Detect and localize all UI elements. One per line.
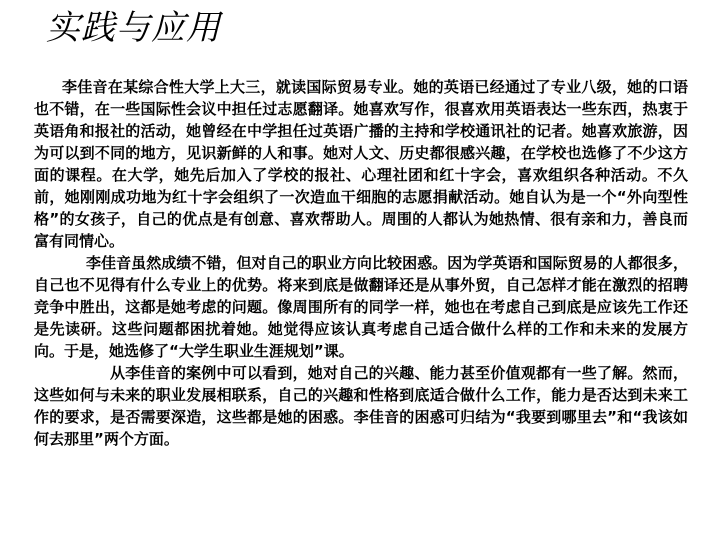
slide-title: 实践与应用 — [46, 8, 221, 48]
paragraph-background: 李佳音在某综合性大学上大三，就读国际贸易专业。她的英语已经通过了专业八级，她的口语也不错，在一些国际性会议中担任过志愿翻译。她喜欢写作，很喜欢用英语表达一些东西，热衷于英语角和报社的活动，她曾经在中学担任过英语广播的主持和学校通讯社的记者。她喜欢旅游，因为可以到不同的地方，见识新鲜的人和事。她对人文、历史都很感兴趣，在学校也选修了不少这方面的课程。在大学，她先后加入了学校的报社、心理社团和红十字会，喜欢组织各种活动。不久前，她刚刚成功地为红十字会组织了一次造血干细胞的志愿捐献活动。她自认为是一个“外向型性格”的女孩子，自己的优点是有创意、喜欢帮助人。周围的人都认为她热情、很有亲和力，善良而富有同情心。 — [34, 78, 688, 250]
case-study-text — [34, 76, 688, 450]
paragraph-confusion: 李佳音虽然成绩不错，但对自己的职业方向比较困惑。因为学英语和国际贸易的人都很多，自己也不见得有什么专业上的优势。将来到底是做翻译还是从事外贸，自己怎样才能在激烈的招聘竞争中胜出，这都是她考虑的问题。像周围所有的同学一样，她也在考虑自己到底是应该先工作还是先读研。这些问题都困扰着她。她觉得应该认真考虑自己适合做什么样的工作和未来的发展方向。于是，她选修了“大学生职业生涯规划”课。 — [34, 254, 688, 360]
paragraph-analysis: 从李佳音的案例中可以看到，她对自己的兴趣、能力甚至价值观都有一些了解。然而，这些如何与未来的职业发展相联系，自己的兴趣和性格到底适合做什么工作，能力是否达到未来工作的要求，是否需要深造，这些都是她的困惑。李佳音的困惑可归结为“我要到哪里去”和“我该如何去那里”两个方面。 — [34, 364, 688, 448]
